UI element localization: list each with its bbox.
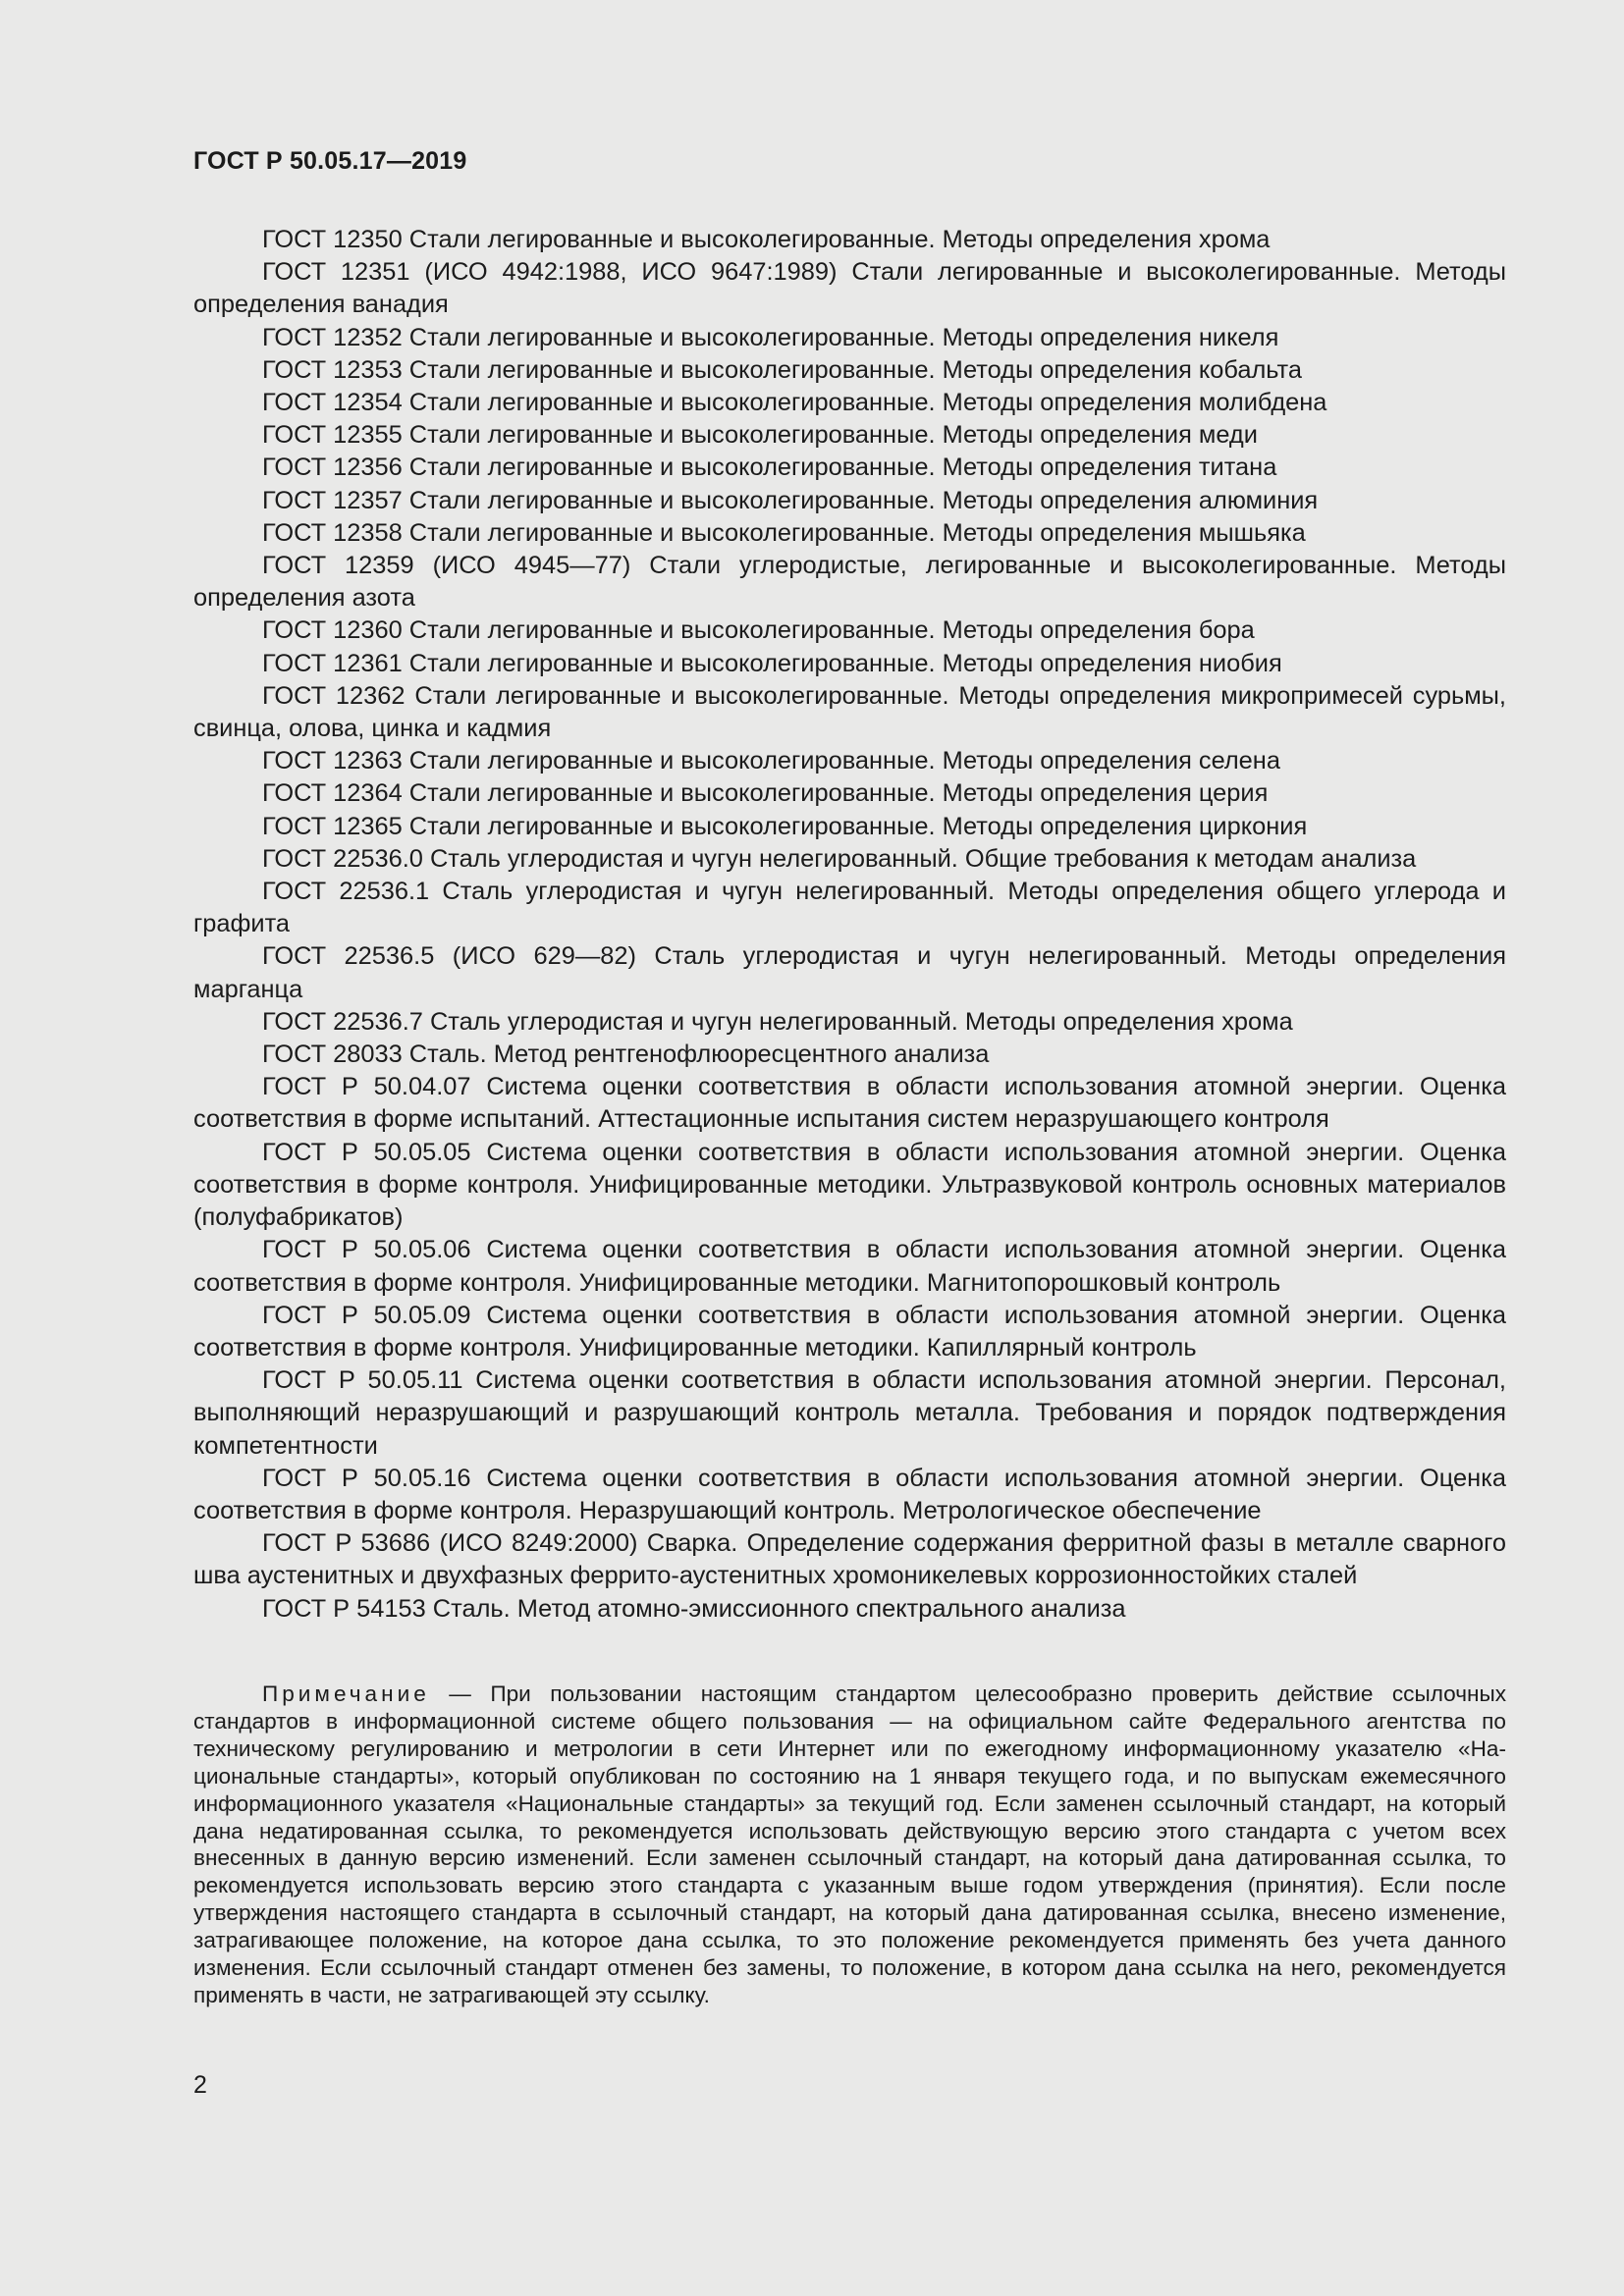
reference-item: ГОСТ 12363 Стали легированные и высоколегированные. Методы определения селена	[262, 747, 1280, 775]
reference-item: ГОСТ 12357 Стали легированные и высоколегированные. Методы определения алюминия	[262, 486, 1319, 514]
note-text: — При пользовании настоящим стандартом целесообразно проверить действие ссылочных стандартов в информационной системе общего пользования — на официальном сайте Федерального агентства по техническому регулированию и метрологии в сети Интернет или по ежегодному информационному указателю «Национальные стандарты», который опубликован по состоянию на 1 января текущего года, и по выпускам ежемесячного информационного указателя «Национальные стандарты» за текущий год. Если заменен ссылочный стандарт, на который дана недатированная ссылка, то рекомендуется использовать действующую версию этого стандарта с учетом всех внесенных в данную версию изменений. Если заменен ссылочный стандарт, на который дана датированная ссылка, то рекомендуется использовать версию этого стандарта с указанным выше годом утверждения (принятия). Если после утверждения настоящего стандарта в ссылочный стандарт, на который дана датированная ссылка, внесено изменение, затрагивающее положение, на которое дана ссылка, то это положение рекомендуется применять без учета данного изменения. Если ссылочный стандарт отменен без замены, то положение, в котором дана ссылка на него, рекомендуется применять в части, не затрагивающей эту ссылку.	[193, 1682, 1506, 2007]
reference-item: ГОСТ 12362 Стали легированные и высоколегированные. Методы определения микропримесей сурьмы, свинца, олова, цинка и кадмия	[193, 681, 1506, 743]
reference-item: ГОСТ 12359 (ИСО 4945—77) Стали углеродистые, легированные и высоколегированные. Методы определения азота	[193, 552, 1506, 613]
reference-item: ГОСТ Р 54153 Сталь. Метод атомно-эмиссионного спектрального анализа	[262, 1594, 1126, 1623]
page-number: 2	[193, 2071, 207, 2099]
reference-item: ГОСТ 12352 Стали легированные и высоколегированные. Методы определения никеля	[262, 323, 1279, 351]
reference-item: ГОСТ Р 53686 (ИСО 8249:2000) Сварка. Определение содержания ферритной фазы в металле сварного шва аустенитных и двухфазных феррито-аустенитных хромоникелевых коррозионностойких сталей	[193, 1529, 1506, 1590]
reference-item: ГОСТ Р 50.05.05 Система оценки соответствия в области использования атомной энергии. Оценка соответствия в форме контроля. Унифицированные методики. Ультразвуковой контроль основных материалов (полуфабрикатов)	[193, 1138, 1506, 1232]
reference-item: ГОСТ 12355 Стали легированные и высоколегированные. Методы определения меди	[262, 421, 1258, 450]
reference-item: ГОСТ 12358 Стали легированные и высоколегированные. Методы определения мышьяка	[262, 518, 1306, 547]
document-header: ГОСТ Р 50.05.17—2019	[193, 147, 467, 175]
reference-item: ГОСТ Р 50.05.06 Система оценки соответствия в области использования атомной энергии. Оценка соответствия в форме контроля. Унифицированные методики. Магнитопорошковый контроль	[193, 1236, 1506, 1297]
reference-item: ГОСТ 22536.5 (ИСО 629—82) Сталь углеродистая и чугун нелегированный. Методы определения марганца	[193, 942, 1506, 1003]
reference-item: ГОСТ 22536.1 Сталь углеродистая и чугун нелегированный. Методы определения общего углерода и графита	[193, 878, 1506, 938]
reference-item: ГОСТ Р 50.05.09 Система оценки соответствия в области использования атомной энергии. Оценка соответствия в форме контроля. Унифицированные методики. Капиллярный контроль	[193, 1301, 1506, 1362]
reference-item: ГОСТ 22536.7 Сталь углеродистая и чугун нелегированный. Методы определения хрома	[262, 1007, 1293, 1036]
reference-item: ГОСТ 22536.0 Сталь углеродистая и чугун нелегированный. Общие требования к методам анализа	[262, 844, 1417, 873]
reference-item: ГОСТ 28033 Сталь. Метод рентгенофлюоресцентного анализа	[262, 1041, 990, 1069]
reference-item: ГОСТ 12364 Стали легированные и высоколегированные. Методы определения церия	[262, 779, 1269, 808]
note-paragraph	[193, 1681, 1506, 2009]
reference-item: ГОСТ 12360 Стали легированные и высоколегированные. Методы определения бора	[262, 616, 1255, 645]
note-label: Примечание	[262, 1682, 430, 1706]
reference-item: ГОСТ 12350 Стали легированные и высоколегированные. Методы определения хрома	[262, 226, 1271, 253]
normative-references-list	[193, 224, 1506, 1626]
reference-item: ГОСТ Р 50.05.11 Система оценки соответствия в области использования атомной энергии. Персонал, выполняющий неразрушающий и разрушающий контроль металла. Требования и порядок подтверждения компетентности	[193, 1366, 1506, 1460]
reference-item: ГОСТ 12351 (ИСО 4942:1988, ИСО 9647:1989) Стали легированные и высоколегированные. Методы определения ванадия	[193, 258, 1506, 319]
reference-item: ГОСТ 12354 Стали легированные и высоколегированные. Методы определения молибдена	[262, 389, 1327, 417]
reference-item: ГОСТ 12365 Стали легированные и высоколегированные. Методы определения циркония	[262, 812, 1308, 840]
reference-item: ГОСТ Р 50.04.07 Система оценки соответствия в области использования атомной энергии. Оценка соответствия в форме испытаний. Аттестационные испытания систем неразрушающего контроля	[193, 1073, 1506, 1134]
reference-item: ГОСТ 12361 Стали легированные и высоколегированные. Методы определения ниобия	[262, 649, 1282, 677]
reference-item: ГОСТ 12353 Стали легированные и высоколегированные. Методы определения кобальта	[262, 355, 1303, 384]
reference-item: ГОСТ Р 50.05.16 Система оценки соответствия в области использования атомной энергии. Оценка соответствия в форме контроля. Неразрушающий контроль. Метрологическое обеспечение	[193, 1464, 1506, 1524]
reference-item: ГОСТ 12356 Стали легированные и высоколегированные. Методы определения титана	[262, 454, 1277, 482]
